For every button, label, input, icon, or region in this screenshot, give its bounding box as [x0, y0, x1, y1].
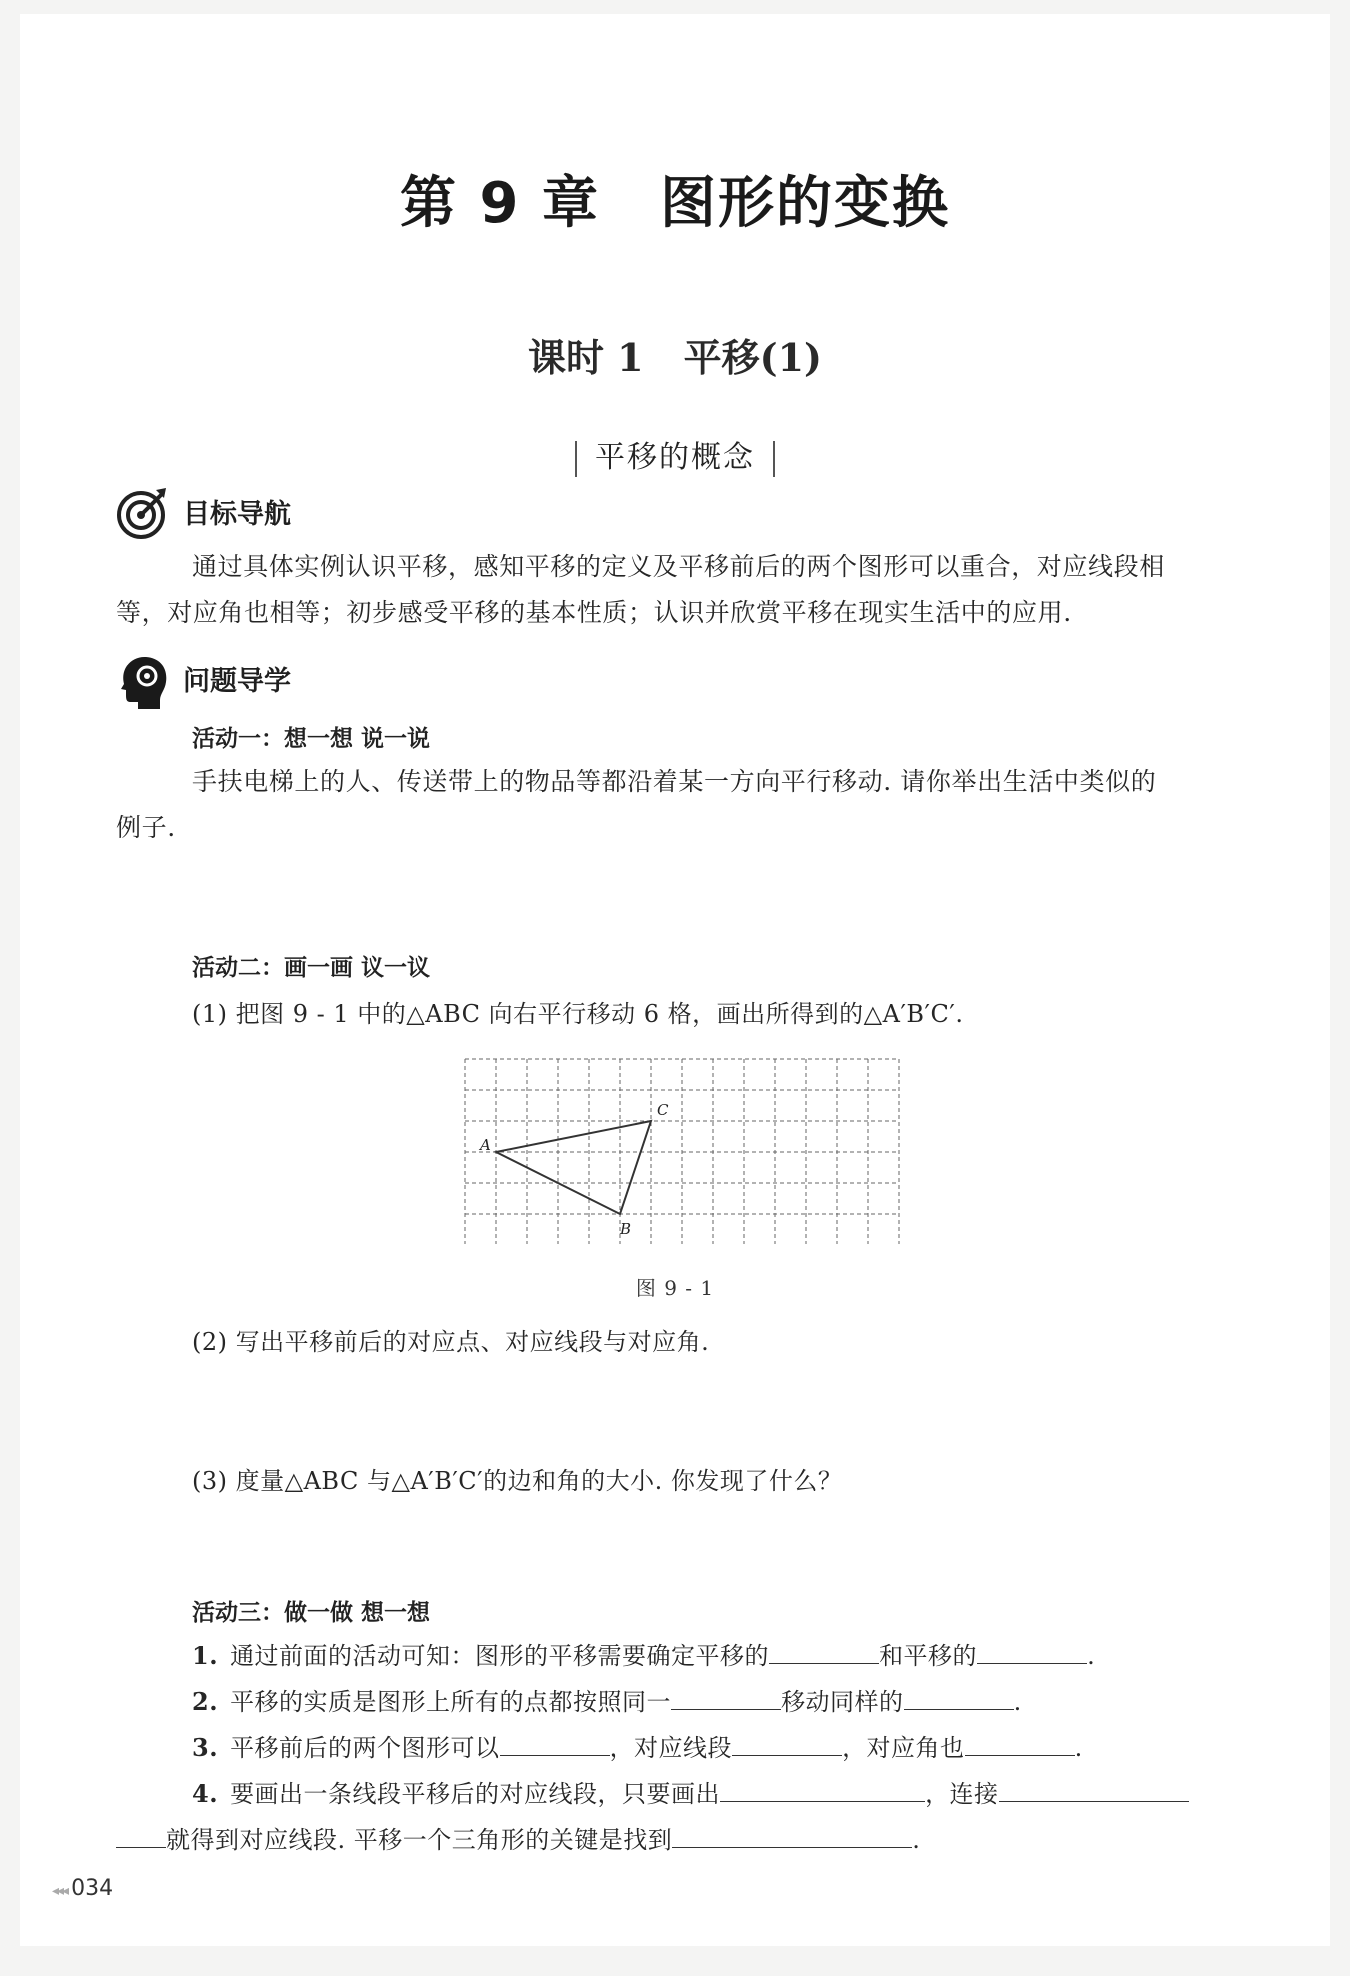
item-number: 4.	[192, 1779, 219, 1808]
section-tag	[20, 432, 1330, 477]
item-number: 1.	[192, 1641, 219, 1670]
answer-blank[interactable]	[732, 1733, 842, 1756]
item-text: .	[1074, 1734, 1083, 1762]
answer-blank[interactable]	[720, 1779, 925, 1802]
item-text: 通过前面的活动可知：图形的平移需要确定平移的	[230, 1642, 770, 1670]
activity1-text-line-1: 手扶电梯上的人、传送带上的物品等都沿着某一方向平行移动. 请你举出生活中类似的	[192, 767, 1157, 796]
item-text: 要画出一条线段平移后的对应线段，只要画出	[230, 1780, 721, 1808]
chapter-label: 第 9 章	[400, 171, 600, 236]
item-text: 和平移的	[879, 1642, 978, 1670]
triangle-abc	[496, 1121, 651, 1214]
fill-item-2	[192, 1682, 1022, 1717]
activity2-question-3: (3) 度量△ABC 与△A′B′C′的边和角的大小. 你发现了什么？	[192, 1467, 843, 1495]
activity2-question-1: (1) 把图 9 - 1 中的△ABC 向右平行移动 6 格，画出所得到的△A′B′C′.	[192, 1000, 964, 1028]
page-number	[52, 1876, 113, 1901]
answer-blank[interactable]	[672, 1825, 912, 1848]
section-tag-text: 平移的概念	[595, 440, 755, 475]
thinking-head-icon	[116, 654, 170, 710]
page-number-text: 034	[71, 1876, 114, 1901]
grid-lines	[465, 1059, 899, 1244]
answer-blank[interactable]	[769, 1641, 879, 1664]
answer-blank[interactable]	[116, 1825, 166, 1848]
figure-caption: 图 9 - 1	[635, 1276, 715, 1300]
item-number: 3.	[192, 1733, 219, 1762]
divider	[575, 441, 577, 477]
goals-text-line-1: 通过具体实例认识平移，感知平移的定义及平移前后的两个图形可以重合，对应线段相	[192, 552, 1165, 581]
activity1-title: 活动一：想一想 说一说	[192, 726, 431, 752]
guide-heading: 问题导学	[183, 666, 291, 697]
target-icon	[116, 486, 170, 540]
answer-blank[interactable]	[500, 1733, 610, 1756]
goals-text-line-2: 等，对应角也相等；初步感受平移的基本性质；认识并欣赏平移在现实生活中的应用.	[116, 598, 1072, 627]
item-text: 平移前后的两个图形可以	[230, 1734, 500, 1762]
item-text: 移动同样的	[781, 1688, 904, 1716]
chapter-name: 图形的变换	[659, 171, 950, 236]
item-text: ，连接	[925, 1780, 999, 1808]
item-text: 平移的实质是图形上所有的点都按照同一	[230, 1688, 672, 1716]
answer-blank[interactable]	[999, 1779, 1189, 1802]
item-text: .	[912, 1826, 921, 1854]
item-number: 2.	[192, 1687, 219, 1716]
activity3-title: 活动三：做一做 想一想	[192, 1600, 431, 1626]
goals-heading: 目标导航	[183, 499, 291, 530]
item-text: 就得到对应线段. 平移一个三角形的关键是找到	[166, 1826, 673, 1854]
activity2-question-2: (2) 写出平移前后的对应点、对应线段与对应角.	[192, 1328, 710, 1356]
item-text: .	[1013, 1688, 1022, 1716]
vertex-label-a: A	[480, 1136, 491, 1154]
vertex-label-b: B	[620, 1220, 632, 1238]
vertex-labels	[478, 1101, 669, 1238]
fill-item-1	[192, 1636, 1095, 1671]
item-text: .	[1087, 1642, 1096, 1670]
lesson-label: 课时 1	[527, 335, 644, 380]
answer-blank[interactable]	[671, 1687, 781, 1710]
grid-figure	[460, 1054, 920, 1244]
page	[20, 14, 1330, 1946]
activity2-title: 活动二：画一画 议一议	[192, 955, 431, 981]
item-text: ，对应角也	[842, 1734, 965, 1762]
activity1-text-line-2: 例子.	[116, 813, 176, 842]
lesson-title	[20, 327, 1330, 382]
fill-item-4-line-2	[116, 1820, 920, 1855]
fill-item-3	[192, 1728, 1083, 1763]
vertex-label-c: C	[657, 1101, 669, 1119]
answer-blank[interactable]	[904, 1687, 1014, 1710]
answer-blank[interactable]	[977, 1641, 1087, 1664]
divider	[773, 441, 775, 477]
arrows-icon: ◂◂◂	[52, 1883, 68, 1899]
item-text: ，对应线段	[609, 1734, 733, 1762]
fill-item-4-line-1	[192, 1774, 1189, 1809]
lesson-name: 平移(1)	[683, 335, 823, 380]
chapter-title	[20, 159, 1330, 239]
answer-blank[interactable]	[965, 1733, 1075, 1756]
